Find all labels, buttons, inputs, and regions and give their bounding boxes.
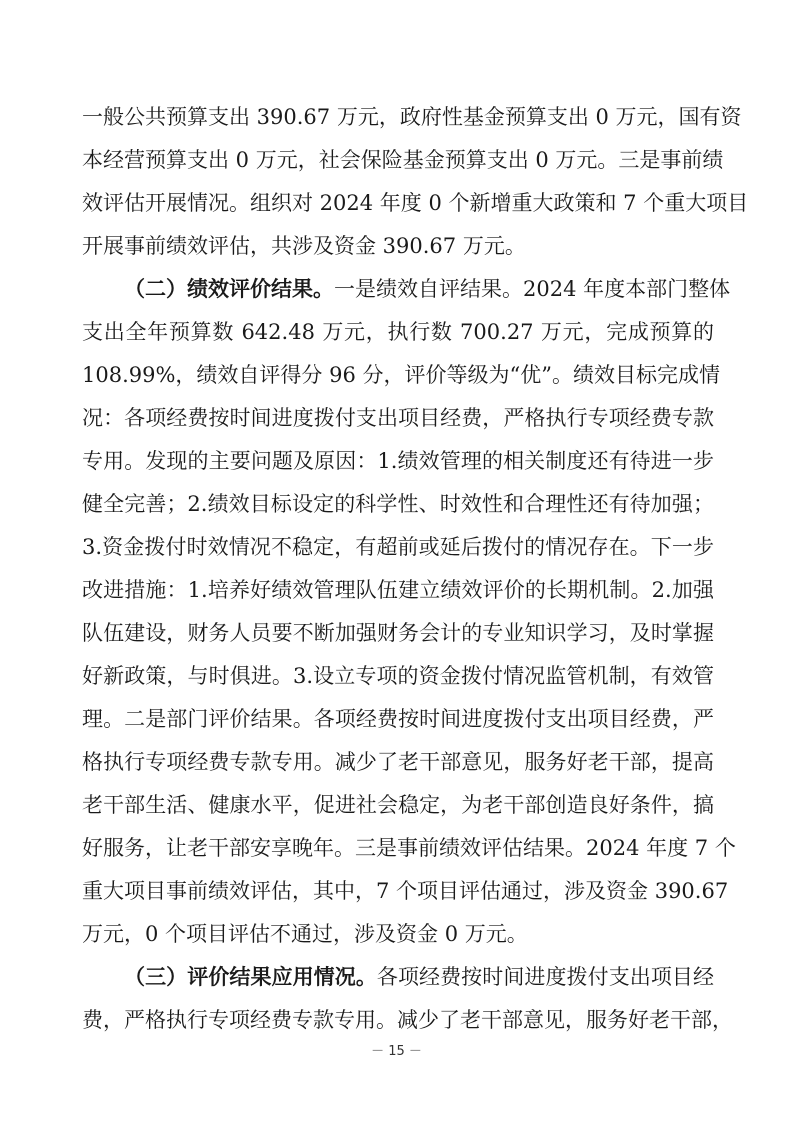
p2-line-13: 好服务，让老干部安享晚年。三是事前绩效评估结果。2024 年度 7 个	[82, 836, 736, 860]
p2-line-1: 支出全年预算数 642.48 万元，执行数 700.27 万元，完成预算的	[82, 320, 714, 344]
p3-line-1: 费，严格执行专项经费专款专用。减少了老干部意见，服务好老干部，	[82, 1008, 733, 1032]
p2-line-10: 理。二是部门评价结果。各项经费按时间进度拨付支出项目经费，严	[82, 707, 714, 731]
p3-first-line	[124, 963, 714, 991]
p2-line-8: 队伍建设，财务人员要不断加强财务会计的专业知识学习，及时掌握	[82, 621, 714, 645]
p2-line-2: 108.99%，绩效自评得分 96 分，评价等级为“优”。绩效目标完成情	[82, 363, 720, 387]
p2-line-6: 3.资金拨付时效情况不稳定，有超前或延后拨付的情况存在。下一步	[82, 535, 714, 559]
p1-line-3: 效评估开展情况。组织对 2024 年度 0 个新增重大政策和 7 个重大项目	[82, 191, 749, 215]
p2-line-11: 格执行专项经费专款专用。减少了老干部意见，服务好老干部，提高	[82, 750, 714, 774]
p2-line-9: 好新政策，与时俱进。3.设立专项的资金拨付情况监管机制，有效管	[82, 664, 714, 688]
p2-line-4: 专用。发现的主要问题及原因：1.绩效管理的相关制度还有待进一步	[82, 449, 714, 473]
p2-line-15: 万元，0 个项目评估不通过，涉及资金 0 万元。	[82, 922, 528, 946]
p1-line-2: 本经营预算支出 0 万元，社会保险基金预算支出 0 万元。三是事前绩	[82, 148, 724, 172]
p2-first-line	[124, 275, 731, 303]
page-number: － 15 －	[371, 1044, 422, 1059]
p2-line-3: 况：各项经费按时间进度拨付支出项目经费，严格执行专项经费专款	[82, 406, 714, 430]
p1-line-1: 一般公共预算支出 390.67 万元，政府性基金预算支出 0 万元，国有资	[82, 105, 742, 129]
p2-line-12: 老干部生活、健康水平，促进社会稳定，为老干部创造良好条件，搞	[82, 793, 714, 817]
p3-first-line-rest: 各项经费按时间进度拨付支出项目经	[376, 965, 715, 989]
p2-line-14: 重大项目事前绩效评估，其中，7 个项目评估通过，涉及资金 390.67	[82, 879, 729, 903]
p1-line-4: 开展事前绩效评估，共涉及资金 390.67 万元。	[82, 234, 526, 258]
p2-first-line-rest: 一是绩效自评结果。2024 年度本部门整体	[334, 277, 731, 301]
p2-heading: （二）绩效评价结果。	[124, 276, 334, 301]
p3-heading: （三）评价结果应用情况。	[124, 964, 377, 989]
p2-line-5: 健全完善；2.绩效目标设定的科学性、时效性和合理性还有待加强；	[82, 492, 714, 516]
p2-line-7: 改进措施：1.培养好绩效管理队伍建立绩效评价的长期机制。2.加强	[82, 578, 714, 602]
